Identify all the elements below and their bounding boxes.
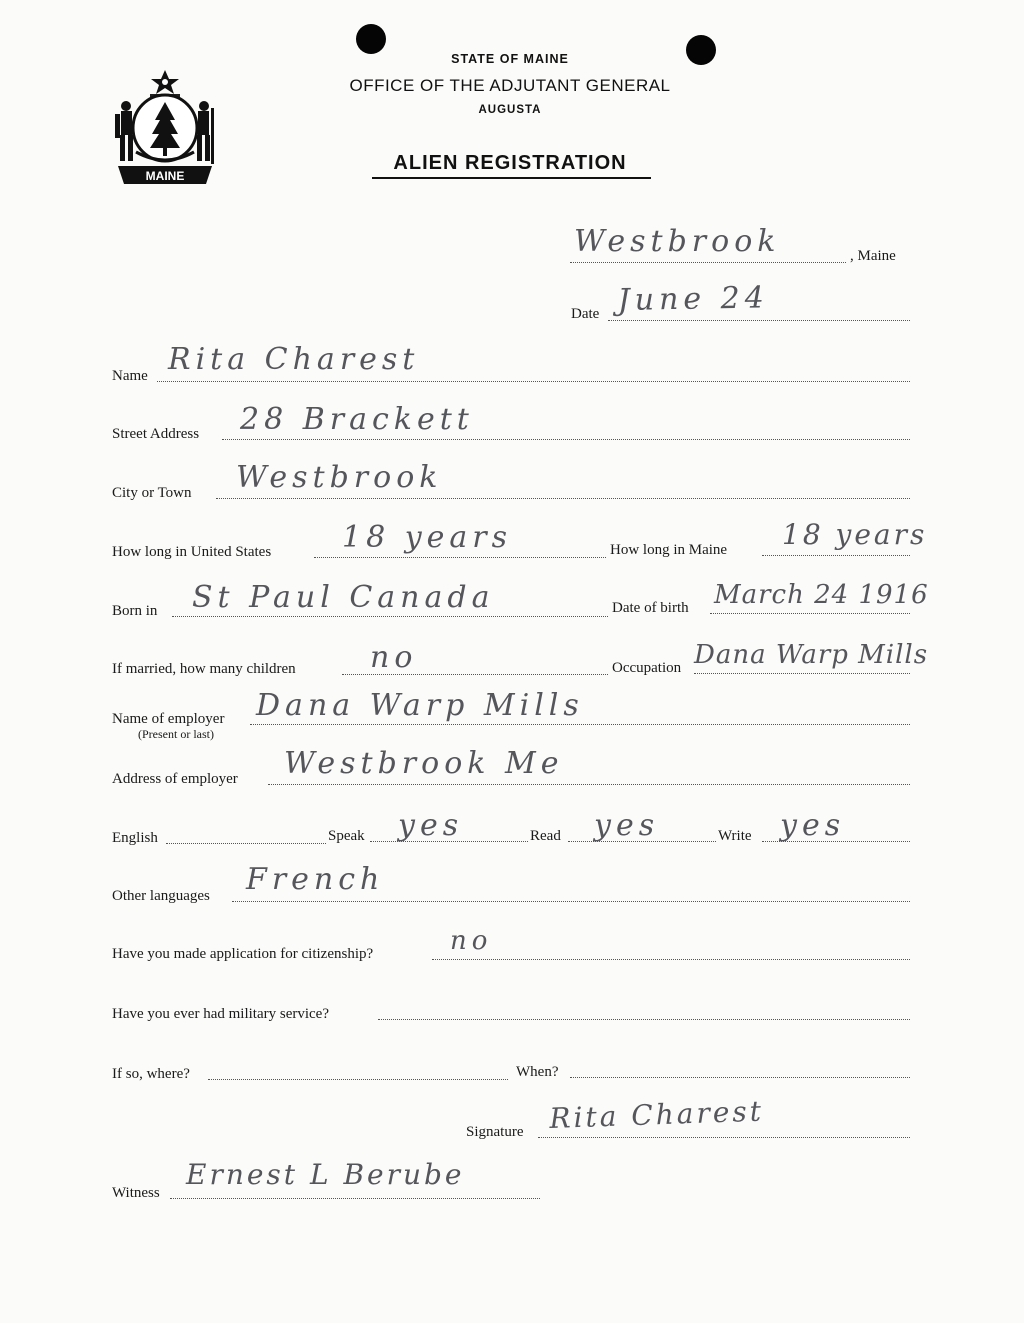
born-in-label: Born in	[112, 603, 158, 619]
military-label: Have you ever had military service?	[112, 1006, 329, 1022]
date-of-birth-label: Date of birth	[612, 600, 689, 616]
military-line	[378, 1019, 910, 1020]
english-line	[166, 843, 326, 844]
occupation-line	[694, 673, 910, 674]
how-long-maine-entry: 18 years	[782, 518, 928, 551]
town-entry: Westbrook	[574, 224, 781, 259]
read-label: Read	[530, 828, 561, 844]
city-heading: AUGUSTA	[478, 104, 542, 116]
title-underline	[372, 177, 651, 179]
english-label: English	[112, 830, 158, 846]
children-label: If married, how many children	[112, 661, 296, 677]
employer-name-line	[250, 724, 910, 725]
date-of-birth-entry: March 24 1916	[714, 580, 929, 610]
svg-text:MAINE: MAINE	[145, 169, 185, 183]
town-line	[570, 262, 846, 263]
employer-address-entry: Westbrook Me	[284, 746, 564, 781]
employer-address-line	[268, 784, 910, 785]
how-long-maine-label: How long in Maine	[610, 542, 728, 558]
name-label: Name	[112, 368, 148, 384]
witness-line	[170, 1198, 540, 1199]
citizenship-label: Have you made application for citizenship?	[112, 946, 374, 962]
where-line	[208, 1079, 508, 1080]
form-title: ALIEN REGISTRATION	[393, 152, 627, 174]
punch-hole-left	[356, 24, 386, 54]
other-languages-line	[232, 901, 910, 902]
signature-label: Signature	[466, 1124, 524, 1140]
employer-address-label: Address of employer	[112, 771, 238, 787]
city-or-town-line	[216, 498, 910, 499]
read-entry: yes	[594, 808, 660, 843]
how-long-us-entry: 18 years	[342, 520, 513, 555]
date-entry: June 24	[617, 280, 770, 318]
city-or-town-label: City or Town	[112, 485, 192, 501]
citizenship-entry: no	[450, 926, 493, 956]
born-in-line	[172, 616, 608, 617]
citizenship-line	[432, 959, 910, 960]
city-or-town-entry: Westbrook	[236, 460, 443, 495]
maine-label: , Maine	[850, 248, 896, 264]
state-seal	[112, 68, 218, 192]
how-long-us-line	[314, 557, 606, 558]
street-address-entry: 28 Brackett	[240, 402, 474, 437]
date-of-birth-line	[710, 613, 910, 614]
signature-line	[538, 1137, 910, 1138]
state-heading: STATE OF MAINE	[451, 52, 569, 66]
how-long-maine-line	[762, 555, 910, 556]
occupation-entry: Dana Warp Mills	[694, 640, 929, 670]
employer-name-label: Name of employer	[112, 711, 225, 727]
when-label: When?	[516, 1064, 559, 1080]
occupation-label: Occupation	[612, 660, 682, 676]
how-long-us-label: How long in United States	[112, 544, 272, 560]
date-label: Date	[571, 306, 600, 322]
speak-label: Speak	[328, 828, 365, 844]
other-languages-label: Other languages	[112, 888, 210, 904]
street-address-label: Street Address	[112, 426, 200, 442]
when-line	[570, 1077, 910, 1078]
date-line	[608, 320, 910, 321]
other-languages-entry: French	[246, 862, 385, 897]
street-address-line	[222, 439, 910, 440]
witness-label: Witness	[112, 1185, 160, 1201]
write-entry: yes	[780, 808, 846, 843]
signature-entry: Rita Charest	[548, 1094, 765, 1135]
speak-entry: yes	[398, 808, 464, 843]
witness-entry: Ernest L Berube	[186, 1158, 465, 1191]
name-line	[157, 381, 910, 382]
born-in-entry: St Paul Canada	[192, 580, 495, 615]
name-entry: Rita Charest	[168, 342, 420, 377]
children-entry: no	[370, 640, 418, 675]
employer-name-entry: Dana Warp Mills	[256, 688, 584, 723]
where-label: If so, where?	[112, 1066, 190, 1082]
office-heading: OFFICE OF THE ADJUTANT GENERAL	[349, 76, 671, 95]
employer-note: (Present or last)	[138, 727, 214, 741]
write-label: Write	[718, 828, 752, 844]
